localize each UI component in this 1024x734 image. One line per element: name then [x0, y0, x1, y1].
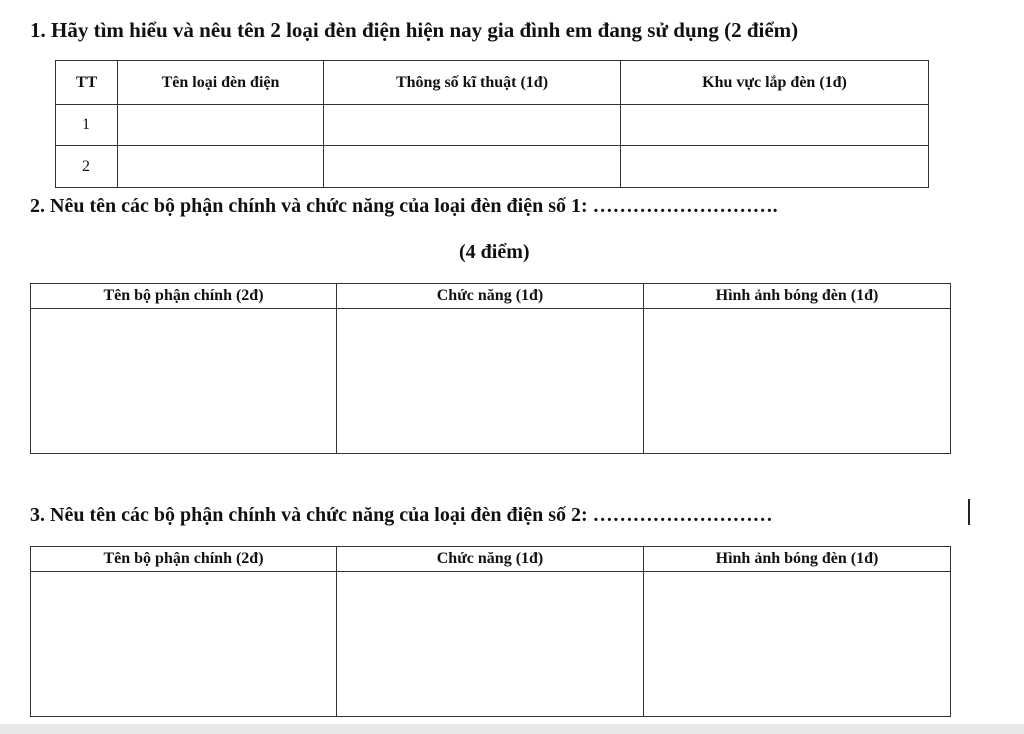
row-number: 2 — [56, 146, 118, 188]
question-2-text: 2. Nêu tên các bộ phận chính và chức năng của loại đèn điện số 1: — [30, 195, 593, 217]
table-header-row — [56, 61, 929, 105]
header-lamp-image: Hình ảnh bóng đèn (1đ) — [644, 284, 951, 309]
table-lamp-1-parts — [30, 283, 951, 454]
header-part-name: Tên bộ phận chính (2đ) — [31, 547, 337, 572]
table-lamp-types — [55, 60, 929, 188]
table-row — [31, 309, 951, 454]
row-number: 1 — [56, 105, 118, 146]
question-2-score: (4 điểm) — [459, 241, 530, 263]
header-part-name: Tên bộ phận chính (2đ) — [31, 284, 337, 309]
cell-lamp-image[interactable] — [644, 572, 951, 717]
header-specs: Thông số kĩ thuật (1đ) — [324, 61, 621, 105]
cell-part-name[interactable] — [31, 309, 337, 454]
header-tt: TT — [56, 61, 118, 105]
cell-install-area[interactable] — [621, 105, 929, 146]
cell-lamp-name[interactable] — [118, 146, 324, 188]
table-row — [31, 572, 951, 717]
table-row — [56, 146, 929, 188]
table-lamp-2-parts — [30, 546, 951, 717]
cell-specs[interactable] — [324, 146, 621, 188]
header-install-area: Khu vực lắp đèn (1đ) — [621, 61, 929, 105]
table-header-row — [31, 284, 951, 309]
cell-part-name[interactable] — [31, 572, 337, 717]
cell-lamp-name[interactable] — [118, 105, 324, 146]
table-row — [56, 105, 929, 146]
header-function: Chức năng (1đ) — [337, 547, 644, 572]
cell-lamp-image[interactable] — [644, 309, 951, 454]
question-2-title — [30, 196, 778, 216]
header-function: Chức năng (1đ) — [337, 284, 644, 309]
answer-dots: ………………………. — [592, 195, 778, 217]
table-header-row — [31, 547, 951, 572]
cell-install-area[interactable] — [621, 146, 929, 188]
question-1-title: 1. Hãy tìm hiểu và nêu tên 2 loại đèn điện hiện nay gia đình em đang sử dụng (2 điểm) — [30, 18, 799, 42]
cell-function[interactable] — [337, 309, 644, 454]
question-3-title — [30, 505, 773, 525]
page-bottom-edge — [0, 724, 1024, 734]
cell-specs[interactable] — [324, 105, 621, 146]
header-lamp-name: Tên loại đèn điện — [118, 61, 324, 105]
answer-dots: ……………………… — [592, 504, 773, 526]
cell-function[interactable] — [337, 572, 644, 717]
text-cursor — [968, 499, 970, 525]
header-lamp-image: Hình ảnh bóng đèn (1đ) — [644, 547, 951, 572]
question-3-text: 3. Nêu tên các bộ phận chính và chức năng của loại đèn điện số 2: — [30, 504, 593, 526]
